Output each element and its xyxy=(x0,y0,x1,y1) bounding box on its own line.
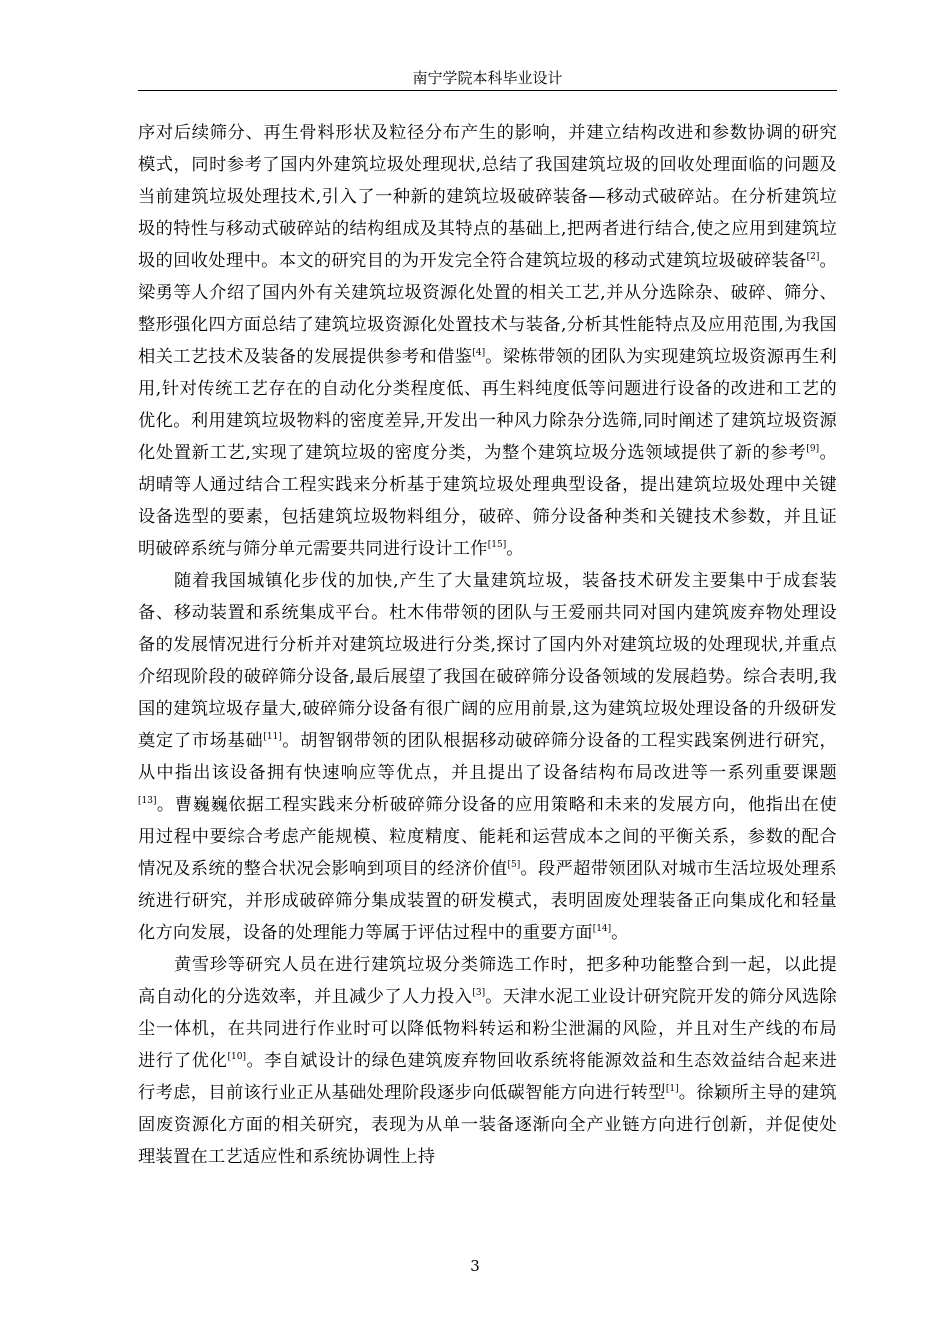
citation-ref: [3] xyxy=(472,988,486,998)
text-run: 。胡晴等人通过结合工程实践来分析基于建筑垃圾处理典型设备，提出建筑垃圾处理中关键设备选型的要素，包括建筑垃圾物料组分，破碎、筛分设备种类和关键技术参数，并且证明破碎系统与筛分单元需要共同进行设计工作 xyxy=(138,443,837,559)
text-run: 。曹巍巍依据工程实践来分析破碎筛分设备的应用策略和未来的发展方向，他指出在使用过程中要综合考虑产能规模、粒度精度、能耗和运营成本之间的平衡关系，参数的配合情况及系统的整合状况会影响到项目的经济价值 xyxy=(138,795,837,879)
text-run: 。天津水泥工业设计研究院开发的筛分风选除尘一体机，在共同进行作业时可以降低物料转运和粉尘泄漏的风险，并且对生产线的布局进行了优化 xyxy=(138,987,837,1071)
body-text xyxy=(138,117,837,1173)
page-header xyxy=(138,66,837,91)
citation-ref: [5] xyxy=(507,860,521,870)
text-run: 。胡智钢带领的团队根据移动破碎筛分设备的工程实践案例进行研究，从中指出该设备拥有快速响应等优点，并且提出了设备结构布局改进等一系列重要课题 xyxy=(138,731,837,783)
text-run: 。 xyxy=(611,923,629,943)
header-title: 南宁学院本科毕业设计 xyxy=(412,69,563,87)
citation-ref: [10] xyxy=(227,1052,247,1062)
text-run: 序对后续筛分、再生骨料形状及粒径分布产生的影响，并建立结构改进和参数协调的研究模式，同时参考了国内外建筑垃圾处理现状,总结了我国建筑垃圾的回收处理面临的问题及当前建筑垃圾处理技术,引入了一种新的建筑垃圾破碎装备—移动式破碎站。在分析建筑垃圾的特性与移动式破碎站的结构组成及其特点的基础上,把两者进行结合,使之应用到建筑垃圾的回收处理中。本文的研究目的为开发完全符合建筑垃圾的移动式建筑垃圾破碎装备 xyxy=(138,123,837,271)
citation-ref: [15] xyxy=(487,540,507,550)
citation-ref: [11] xyxy=(263,732,282,742)
page-number: 3 xyxy=(470,1257,480,1275)
citation-ref: [4] xyxy=(472,348,486,358)
text-run: 。段严超带领团队对城市生活垃圾处理系统进行研究，并形成破碎筛分集成装置的研发模式，表明固废处理装备正向集成化和轻量化方向发展，设备的处理能力等属于评估过程中的重要方面 xyxy=(138,859,837,943)
text-run: 。徐颖所主导的建筑固废资源化方面的相关研究，表现为从单一装备逐渐向全产业链方向进行创新，并促使处理装置在工艺适应性和系统协调性上持 xyxy=(138,1083,837,1167)
citation-ref: [1] xyxy=(665,1084,679,1094)
paragraph-3 xyxy=(138,949,837,1173)
text-run: 。 xyxy=(506,539,524,559)
citation-ref: [14] xyxy=(592,924,612,934)
paragraph-2 xyxy=(138,565,837,949)
text-run: 随着我国城镇化步伐的加快,产生了大量建筑垃圾，装备技术研发主要集中于成套装备、移动装置和系统集成平台。杜木伟带领的团队与王爱丽共同对国内建筑废弃物处理设备的发展情况进行分析并对建筑垃圾进行分类,探讨了国内外对建筑垃圾的处理现状,并重点介绍现阶段的破碎筛分设备,最后展望了我国在破碎筛分设备领域的发展趋势。综合表明,我国的建筑垃圾存量大,破碎筛分设备有很广阔的应用前景,这为建筑垃圾处理设备的升级研发奠定了市场基础 xyxy=(138,571,837,751)
citation-ref: [2] xyxy=(806,252,820,262)
citation-ref: [9] xyxy=(806,444,820,454)
paragraph-1 xyxy=(138,117,837,565)
text-run: 。梁栋带领的团队为实现建筑垃圾资源再生利用,针对传统工艺存在的自动化分类程度低、再生料纯度低等问题进行设备的改进和工艺的优化。利用建筑垃圾物料的密度差异,开发出一种风力除杂分选筛,同时阐述了建筑垃圾资源化处置新工艺,实现了建筑垃圾的密度分类，为整个建筑垃圾分选领域提供了新的参考 xyxy=(138,347,837,463)
text-run: 。梁勇等人介绍了国内外有关建筑垃圾资源化处置的相关工艺,并从分选除杂、破碎、筛分、整形强化四方面总结了建筑垃圾资源化处置技术与装备,分析其性能特点及应用范围,为我国相关工艺技术及装备的发展提供参考和借鉴 xyxy=(138,251,837,367)
text-run: 黄雪珍等研究人员在进行建筑垃圾分类筛选工作时，把多种功能整合到一起，以此提高自动化的分选效率，并且减少了人力投入 xyxy=(138,955,837,1007)
citation-ref: [13] xyxy=(138,796,157,806)
text-run: 。李自斌设计的绿色建筑废弃物回收系统将能源效益和生态效益结合起来进行考虑，目前该行业正从基础处理阶段逐步向低碳智能方向进行转型 xyxy=(138,1051,837,1103)
